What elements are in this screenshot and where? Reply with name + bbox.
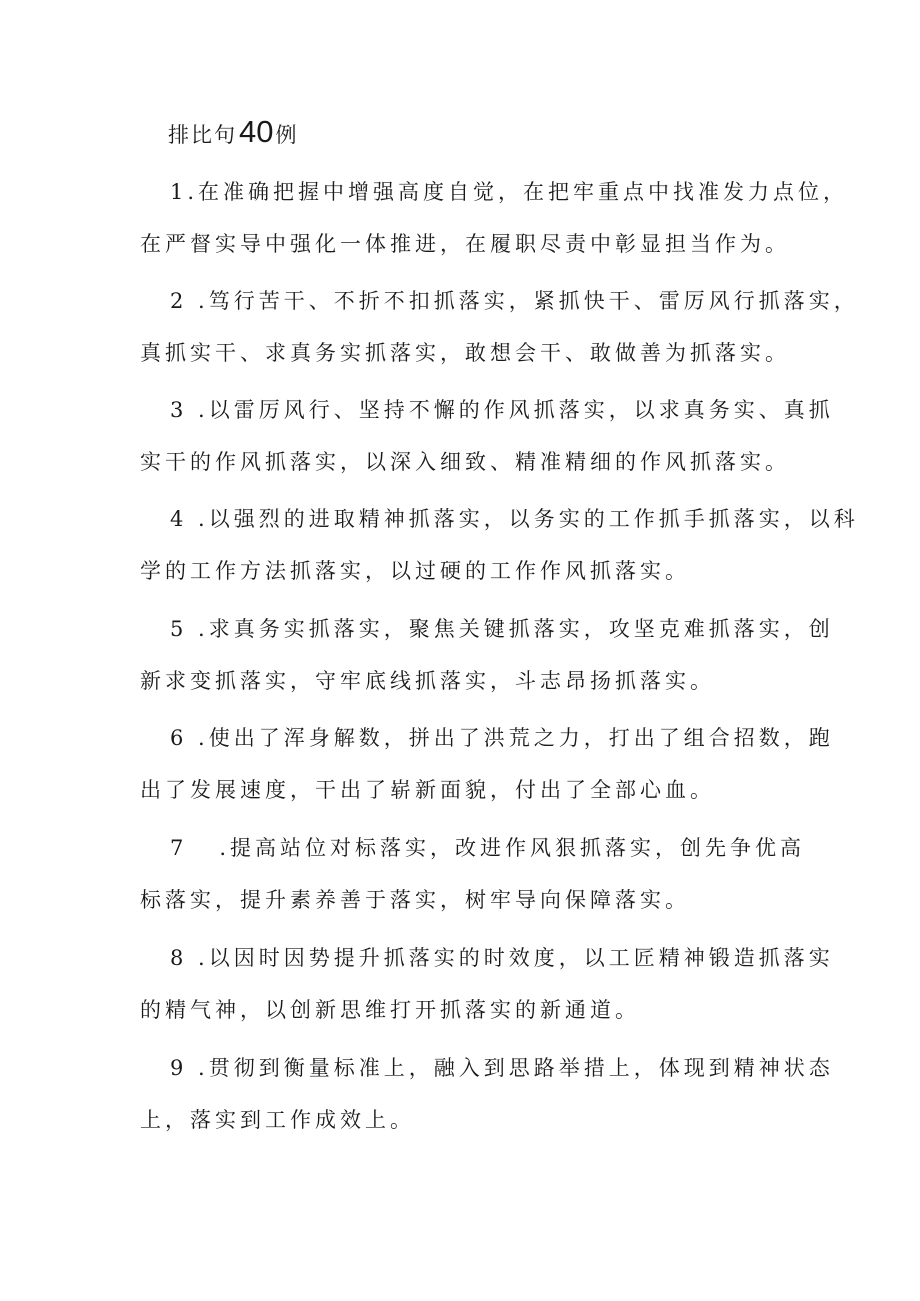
paragraph-8: [140, 932, 834, 1036]
paragraph-number: 7: [170, 836, 188, 860]
paragraph-line: [140, 822, 806, 874]
paragraph-2: [140, 275, 859, 379]
title-number: 40: [239, 114, 274, 149]
paragraph-text: .提高站位对标落实，改进作风狠抓落实，创先争优高: [219, 836, 806, 860]
paragraph-line: 在严督实导中强化一体推进，在履职尽责中彰显担当作为。: [140, 232, 790, 256]
paragraph-line: 的精气神，以创新思维打开抓落实的新通道。: [140, 998, 640, 1022]
paragraph-line: 8 .以因时因势提升抓落实的时效度，以工匠精神锻造抓落实: [170, 946, 834, 970]
paragraph-line: 5 .求真务实抓落实，聚焦关键抓落实，攻坚克难抓落实，创: [170, 617, 834, 641]
paragraph-line: 上，落实到工作成效上。: [140, 1108, 415, 1132]
paragraph-line: 出了发展速度，干出了崭新面貌，付出了全部心血。: [140, 778, 715, 802]
paragraph-6: [140, 712, 834, 816]
paragraph-line: 实干的作风抓落实，以深入细致、精准精细的作风抓落实。: [140, 450, 790, 474]
paragraph-5: [140, 603, 834, 707]
paragraph-3: [140, 384, 834, 488]
paragraph-line: 6 .使出了浑身解数，拼出了洪荒之力，打出了组合招数，跑: [170, 726, 834, 750]
title-suffix: 例: [275, 123, 299, 147]
paragraph-line: 标落实，提升素养善于落实，树牢导向保障落实。: [140, 888, 690, 912]
paragraph-line: 新求变抓落实，守牢底线抓落实，斗志昂扬抓落实。: [140, 669, 715, 693]
title-prefix: 排比句: [168, 123, 237, 147]
document-title: [168, 110, 298, 157]
paragraph-7: [140, 822, 806, 926]
paragraph-line: 4 .以强烈的进取精神抓落实，以务实的工作抓手抓落实，以科: [170, 507, 859, 531]
paragraph-1: [140, 166, 849, 270]
paragraph-4: [140, 493, 859, 597]
paragraph-line: 1.在准确把握中增强高度自觉，在把牢重点中找准发力点位，: [170, 180, 849, 204]
paragraph-line: 9 .贯彻到衡量标准上，融入到思路举措上，体现到精神状态: [170, 1056, 834, 1080]
paragraph-line: 3 .以雷厉风行、坚持不懈的作风抓落实，以求真务实、真抓: [170, 398, 834, 422]
paragraph-9: [140, 1042, 834, 1146]
paragraph-line: 2 .笃行苦干、不折不扣抓落实，紧抓快干、雷厉风行抓落实，: [170, 289, 859, 313]
paragraph-line: 真抓实干、求真务实抓落实，敢想会干、敢做善为抓落实。: [140, 341, 790, 365]
paragraph-line: 学的工作方法抓落实，以过硬的工作作风抓落实。: [140, 559, 690, 583]
